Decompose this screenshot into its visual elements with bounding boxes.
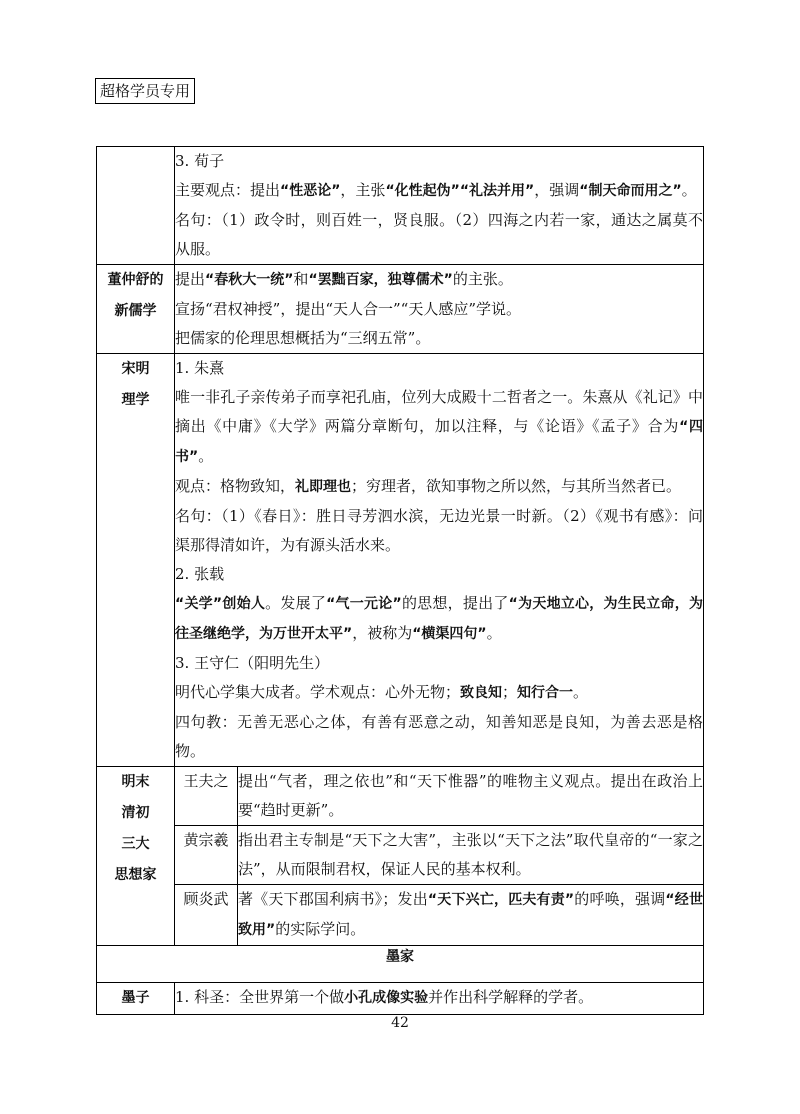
zhangzai-title: 2. 张载 xyxy=(175,565,225,583)
mohism-section-header: 墨家 xyxy=(97,946,704,983)
dong-line-2: 宣扬“君权神授”，提出“天人合一”“天人感应”学说。 xyxy=(175,300,522,318)
three-thinkers-subtable xyxy=(175,767,703,945)
dong-line-3: 把儒家的伦理思想概括为“三纲五常”。 xyxy=(175,329,431,347)
row-label-mozi: 墨子 xyxy=(97,983,175,1015)
song-ming-cell xyxy=(175,354,704,767)
table-row xyxy=(97,767,704,946)
table-row xyxy=(175,826,703,885)
dong-line-1: 提出“春秋大一统”和“罢黜百家，独尊儒术”的主张。 xyxy=(175,270,513,288)
thinker-desc-gu-yanwu: 著《天下郡国利病书》；发出“天下兴亡，匹夫有责”的呼唤，强调“经世致用”的实际学问。 xyxy=(238,885,704,946)
row-label-empty xyxy=(97,147,175,265)
three-thinkers-cell xyxy=(175,767,704,946)
zhuxi-view: 观点：格物致知，礼即理也；穷理者，欲知事物之所以然，与其所当然者已。 xyxy=(175,477,682,495)
student-only-tag: 超格学员专用 xyxy=(95,78,195,104)
xunzi-quote: 名句：（1）政令时，则百姓一，贤良服。（2）四海之内若一家，通达之属莫不从服。 xyxy=(175,211,703,258)
thinker-name-wang-fuzhi: 王夫之 xyxy=(175,767,238,826)
xunzi-title: 3. 荀子 xyxy=(175,152,225,170)
thinker-name-gu-yanwu: 顾炎武 xyxy=(175,885,238,946)
wang-shouren-four-sentences: 四句教：无善无恶心之体，有善有恶意之动，知善知恶是良知，为善去恶是格物。 xyxy=(175,713,703,760)
thinker-name-huang-zongxi: 黄宗羲 xyxy=(175,826,238,885)
knowledge-table xyxy=(96,146,704,1015)
zhuxi-quote: 名句：（1）《春日》：胜日寻芳泗水滨，无边光景一时新。（2）《观书有感》：问渠那得清如许，为有源头活水来。 xyxy=(175,507,703,554)
wang-shouren-title: 3. 王守仁（阳明先生） xyxy=(175,654,330,672)
row-label-three-thinkers: 明末 清初 三大 思想家 xyxy=(97,767,175,946)
table-row xyxy=(97,265,704,354)
zhuxi-intro: 唯一非孔子亲传弟子而享祀孔庙，位列大成殿十二哲者之一。朱熹从《礼记》中摘出《中庸》《大学》两篇分章断句，加以注释，与《论语》《孟子》合为“四书”。 xyxy=(175,388,703,465)
mozi-cell: 1. 科圣：全世界第一个做小孔成像实验并作出科学解释的学者。 xyxy=(175,983,704,1015)
table-row xyxy=(175,767,703,826)
dong-cell xyxy=(175,265,704,354)
page-number: 42 xyxy=(391,1015,409,1031)
row-label-dong-zhongshu: 董仲舒的 新儒学 xyxy=(97,265,175,354)
table-row xyxy=(97,354,704,767)
thinker-desc-huang-zongxi: 指出君主专制是“天下之大害”，主张以“天下之法”取代皇帝的“一家之法”，从而限制君权，保证人民的基本权利。 xyxy=(238,826,704,885)
table-row xyxy=(97,946,704,983)
table-row xyxy=(97,147,704,265)
xunzi-view: 主要观点：提出“性恶论”，主张“化性起伪”“礼法并用”，强调“制天命而用之”。 xyxy=(175,181,697,199)
thinker-desc-wang-fuzhi: 提出“气者，理之依也”和“天下惟器”的唯物主义观点。提出在政治上要“趋时更新”。 xyxy=(238,772,703,819)
table-row xyxy=(97,983,704,1015)
row-label-song-ming: 宋明 理学 xyxy=(97,354,175,767)
xunzi-cell xyxy=(175,147,704,265)
zhuxi-title: 1. 朱熹 xyxy=(175,359,225,377)
table-row xyxy=(175,885,703,946)
zhangzai-text: “关学”创始人。发展了“气一元论”的思想，提出了“为天地立心，为生民立命，为往圣继绝学，为万世开太平”，被称为“横渠四句”。 xyxy=(175,594,703,642)
wang-shouren-view: 明代心学集大成者。学术观点：心外无物；致良知；知行合一。 xyxy=(175,683,589,701)
